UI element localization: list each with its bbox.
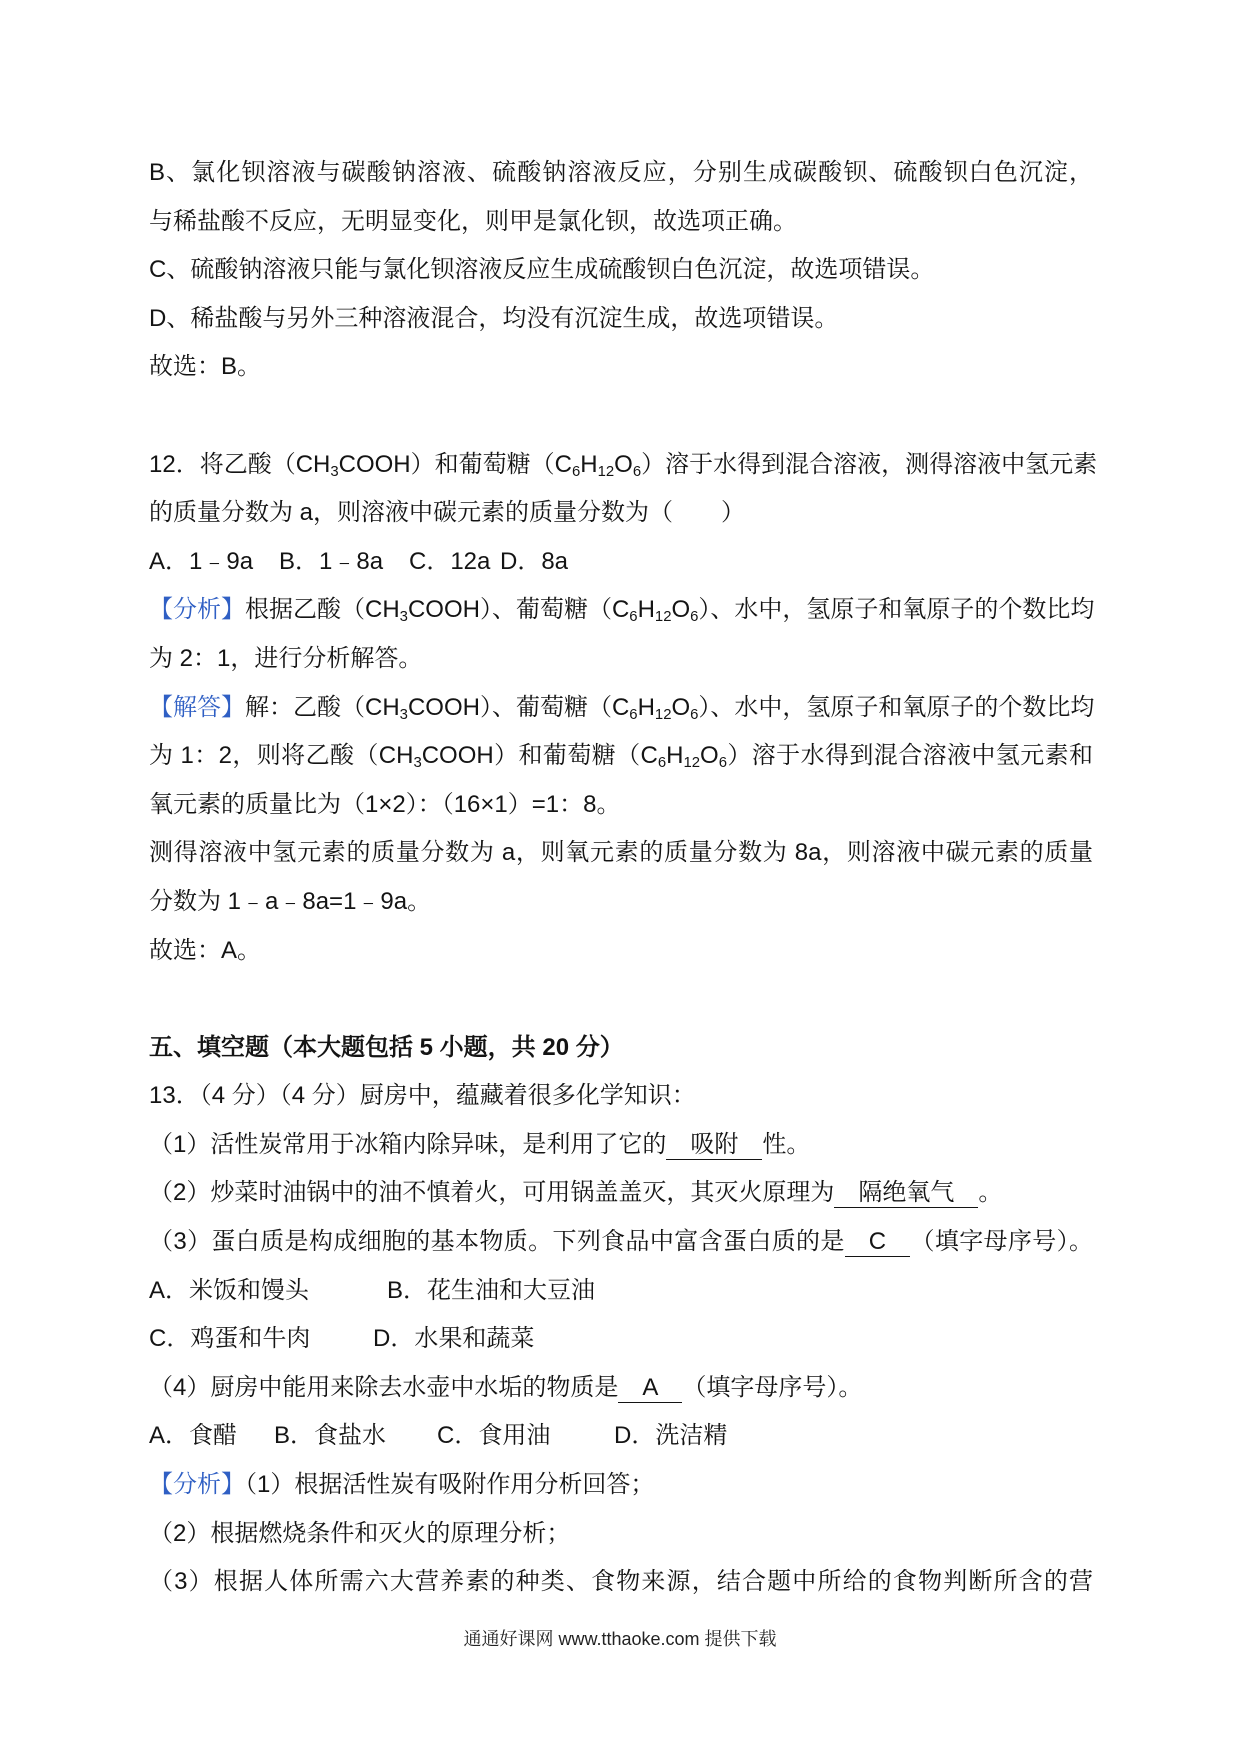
q12-analysis-text: COOH）、葡萄糖（C: [407, 596, 630, 624]
q13-p4-option-c: C．食用油: [437, 1422, 551, 1450]
q12-solution-text-3: 氧元素的质量比为（1×2）：（16×1）=1：8。: [149, 790, 621, 818]
q13-analysis-line-2: [149, 1510, 1093, 1559]
q12-solution-line-3: [149, 781, 1093, 830]
solution-tag: 【解答】: [149, 693, 245, 721]
q12-solution-text: COOH）和葡萄糖（C: [421, 742, 658, 770]
q12-solution-line-1: [149, 684, 1093, 733]
q12-analysis-text: ）、水中，氢原子和氧原子的个数比均: [698, 596, 1095, 624]
subscript: 12: [597, 463, 615, 480]
q13-part-4-tail: （填字母序号）。: [682, 1373, 863, 1401]
q13-part-3-text: （3）蛋白质是构成细胞的基本物质。下列食品中富含蛋白质的是: [149, 1228, 845, 1256]
subscript: 12: [654, 609, 672, 626]
subscript: 3: [399, 609, 408, 626]
q13-analysis-line-1: [149, 1461, 1093, 1510]
q12-solution-text-4: 测得溶液中氢元素的质量分数为 a，则氧元素的质量分数为 8a，则溶液中碳元素的质量: [149, 839, 1093, 867]
q12-solution-text: H: [666, 742, 684, 770]
q13-part-4: [149, 1364, 1093, 1413]
q12-stem-text: 12．将乙酸（CH: [149, 450, 331, 478]
q13-part-1-tail: 性。: [762, 1130, 811, 1158]
q11-option-b-text-2: 与稀盐酸不反应，无明显变化，则甲是氯化钡，故选项正确。: [149, 207, 797, 235]
q13-part-3-options-row-2: [149, 1315, 1093, 1364]
q12-solution-text: O: [700, 742, 719, 770]
q11-option-c-line: [149, 246, 1093, 295]
q12-options-row: [149, 538, 1093, 587]
subscript: 3: [399, 706, 408, 723]
q12-stem-text-2: 的质量分数为 a，则溶液中碳元素的质量分数为（ ）: [149, 499, 746, 527]
subscript: 12: [654, 706, 672, 723]
q12-solution-text: O: [671, 693, 691, 721]
q13-stem-line: [149, 1072, 1093, 1121]
footer-text: 通通好课网 www.tthaoke.com 提供下载: [463, 1629, 777, 1649]
q12-option-a: A．1﹣9a: [149, 547, 254, 575]
q11-option-b-line-1: [149, 149, 1093, 198]
q12-analysis-text: 根据乙酸（CH: [245, 596, 400, 624]
q13-p4-option-b: B．食盐水: [274, 1422, 387, 1450]
q11-answer-line: [149, 343, 1093, 392]
q12-solution-text-5: 分数为 1﹣a﹣8a=1﹣9a。: [149, 887, 432, 915]
q13-p3-option-a: A．米饭和馒头: [149, 1276, 310, 1304]
q12-answer-line: [149, 927, 1093, 976]
subscript: 3: [330, 463, 339, 480]
answer-blank: C: [845, 1228, 910, 1257]
q12-stem-text: H: [580, 450, 598, 478]
q12-answer: 故选：A。: [149, 936, 262, 964]
subscript: 6: [718, 755, 727, 772]
q13-part-3-options-row-1: [149, 1267, 1093, 1316]
q12-solution-line-2: [149, 732, 1093, 781]
q13-analysis-line-3: [149, 1558, 1093, 1607]
q13-p3-option-d: D．水果和蔬菜: [373, 1325, 535, 1353]
q11-option-c-text: C、硫酸钠溶液只能与氯化钡溶液反应生成硫酸钡白色沉淀，故选项错误。: [149, 256, 935, 284]
q13-part-4-text: （4）厨房中能用来除去水壶中水垢的物质是: [149, 1373, 619, 1401]
subscript: 3: [413, 755, 422, 772]
subscript: 6: [571, 463, 581, 480]
page-content: [149, 149, 1098, 1607]
q13-part-3-tail: （填字母序号）。: [910, 1228, 1093, 1256]
q12-analysis-text: H: [637, 596, 655, 624]
q12-stem-text: COOH）和葡萄糖（C: [338, 450, 572, 478]
subscript: 6: [632, 463, 642, 480]
q12-option-d: D．8a: [500, 547, 569, 575]
subscript: 6: [690, 706, 699, 723]
q13-part-1-text: （1）活性炭常用于冰箱内除异味，是利用了它的: [149, 1130, 667, 1158]
q12-solution-line-5: [149, 878, 1093, 927]
section-title: 五、填空题（本大题包括 5 小题，共 20 分）: [149, 1033, 624, 1061]
q12-analysis-text: O: [671, 596, 691, 624]
q12-solution-text: ）、水中，氢原子和氧原子的个数比均: [698, 693, 1095, 721]
subscript: 6: [629, 609, 638, 626]
q11-option-d-text: D、稀盐酸与另外三种溶液混合，均没有沉淀生成，故选项错误。: [149, 304, 839, 332]
q12-solution-text: ）溶于水得到混合溶液中氢元素和: [726, 742, 1093, 770]
q12-stem-line-2: [149, 489, 1093, 538]
q12-analysis-line-2: [149, 635, 1093, 684]
analysis-tag: 【分析】: [149, 596, 245, 624]
subscript: 6: [657, 755, 667, 772]
q13-analysis-text: （2）根据燃烧条件和灭火的原理分析；: [149, 1519, 571, 1547]
q12-analysis-line-1: [149, 586, 1093, 635]
section-heading: [149, 1024, 1093, 1073]
answer-blank: A: [618, 1374, 682, 1403]
q12-stem-line-1: [149, 441, 1098, 490]
q13-part-4-options-row: [149, 1412, 1093, 1461]
q12-solution-text: H: [637, 693, 655, 721]
q12-analysis-text-2: 为 2：1，进行分析解答。: [149, 644, 423, 672]
q13-part-3: [149, 1218, 1093, 1267]
spacer: [149, 392, 1093, 441]
q13-part-2-text: （2）炒菜时油锅中的油不慎着火，可用锅盖盖灭，其灭火原理为: [149, 1179, 835, 1207]
q13-analysis-text: （3）根据人体所需六大营养素的种类、食物来源，结合题中所给的食物判断所含的营: [149, 1568, 1093, 1596]
q13-part-2: [149, 1169, 1093, 1218]
q12-solution-text: COOH）、葡萄糖（C: [407, 693, 630, 721]
q11-option-b-line-2: [149, 198, 1093, 247]
q12-stem-text: O: [614, 450, 633, 478]
spacer: [149, 975, 1093, 1024]
q11-option-d-line: [149, 295, 1093, 344]
answer-blank: 隔绝氧气: [834, 1179, 978, 1208]
q11-answer: 故选：B。: [149, 353, 262, 381]
subscript: 6: [629, 706, 638, 723]
subscript: 12: [683, 755, 701, 772]
q12-solution-line-4: [149, 829, 1093, 878]
q13-p3-option-b: B．花生油和大豆油: [387, 1276, 596, 1304]
q13-part-2-tail: 。: [978, 1179, 1003, 1207]
q12-solution-text: 为 1：2，则将乙酸（CH: [149, 742, 414, 770]
q12-solution-text: 解：乙酸（CH: [245, 693, 400, 721]
q13-part-1: [149, 1121, 1093, 1170]
q13-p4-option-a: A．食醋: [149, 1422, 238, 1450]
q12-stem-text: ）溶于水得到混合溶液，测得溶液中氢元素: [641, 450, 1098, 478]
page-footer: [0, 1627, 1240, 1651]
analysis-tag: 【分析】: [149, 1471, 245, 1499]
q12-option-c: C．12a: [409, 547, 491, 575]
q13-stem: 13．（4 分）（4 分）厨房中，蕴藏着很多化学知识：: [149, 1082, 696, 1110]
q11-option-b-text: B、氯化钡溶液与碳酸钠溶液、硫酸钠溶液反应，分别生成碳酸钡、硫酸钡白色沉淀，: [149, 159, 1093, 186]
q13-analysis-text: （1）根据活性炭有吸附作用分析回答；: [245, 1471, 655, 1499]
answer-blank: 吸附: [666, 1131, 762, 1160]
q13-p4-option-d: D．洗洁精: [614, 1422, 728, 1450]
q12-option-b: B．1﹣8a: [279, 547, 384, 575]
subscript: 6: [690, 609, 699, 626]
q13-p3-option-c: C．鸡蛋和牛肉: [149, 1325, 311, 1353]
